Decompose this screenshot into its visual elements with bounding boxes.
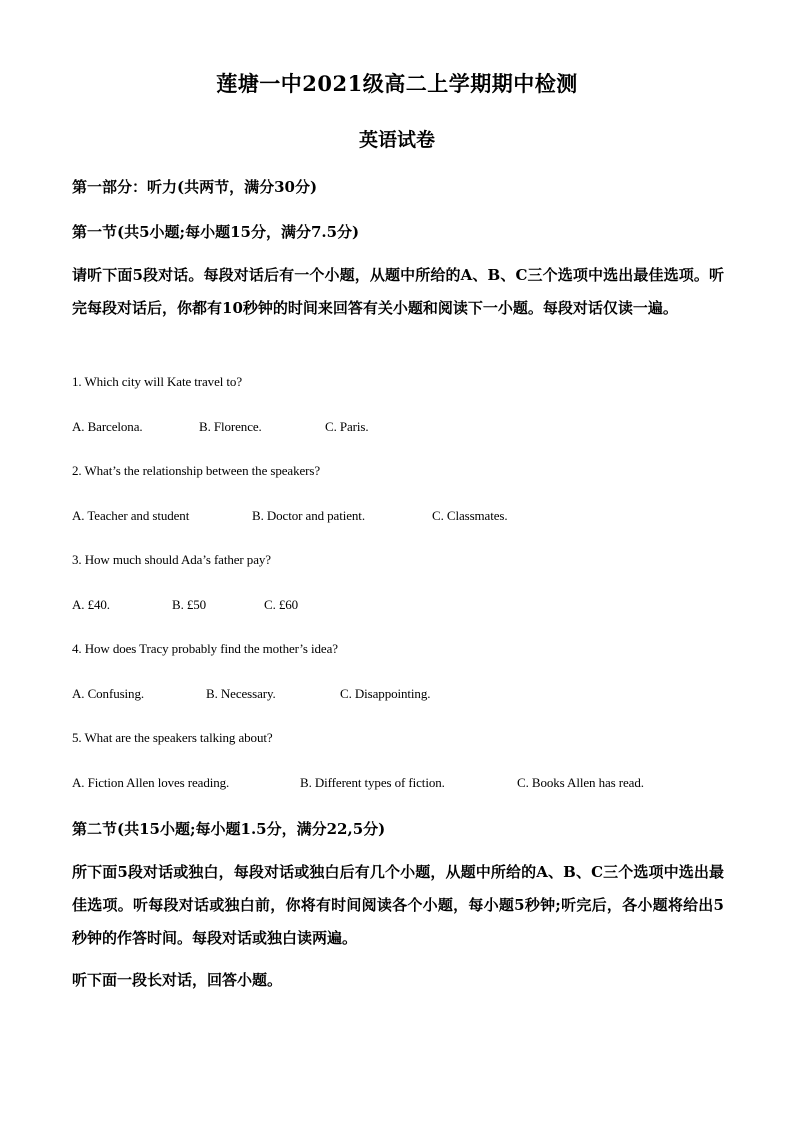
question-1-option-c: C. Paris. bbox=[325, 419, 369, 434]
exam-subtitle: 英语试卷 bbox=[358, 129, 435, 151]
question-2-stem: 2. What’s the relationship between the speakers? bbox=[72, 463, 321, 478]
question-5-option-c: C. Books Allen has read. bbox=[517, 775, 644, 790]
question-5-option-a: A. Fiction Allen loves reading. bbox=[72, 775, 230, 790]
question-3-option-a: A. £40. bbox=[72, 597, 110, 612]
section2-heading: 第二节(共15小题;每小题1.5分，满分22,5分) bbox=[72, 820, 386, 838]
part1-heading: 第一部分：听力(共两节，满分30分) bbox=[72, 178, 318, 196]
question-4-option-c: C. Disappointing. bbox=[340, 686, 431, 701]
question-4-stem: 4. How does Tracy probably find the mother’s idea? bbox=[72, 641, 338, 656]
question-5-stem: 5. What are the speakers talking about? bbox=[72, 730, 273, 745]
question-2-option-c: C. Classmates. bbox=[432, 508, 508, 523]
section2-instructions: 所下面5段对话或独白，每段对话或独白后有几个小题，从题中所给的A、B、C三个选项中选出最佳选项。听每段对话或独白前，你将有时间阅读各个小题，每小题5秒钟;听完后，各小题将给出5秒钟的作答时间。每段对话或独白读两遍。 bbox=[72, 863, 724, 947]
question-3-option-c: C. £60 bbox=[264, 597, 299, 612]
section1-instructions: 请听下面5段对话。每段对话后有一个小题，从题中所给的A、B、C三个选项中选出最佳选项。听完每段对话后，你都有10秒钟的时间来回答有关小题和阅读下一小题。每段对话仅读一遍。 bbox=[72, 266, 724, 317]
exam-title: 莲塘一中2021级高二上学期期中检测 bbox=[216, 71, 578, 96]
question-1-stem: 1. Which city will Kate travel to? bbox=[72, 374, 242, 389]
question-4-option-a: A. Confusing. bbox=[72, 686, 145, 701]
question-1-option-a: A. Barcelona. bbox=[72, 419, 143, 434]
section2-prompt: 听下面一段长对话，回答小题。 bbox=[72, 971, 283, 989]
question-1-option-b: B. Florence. bbox=[199, 419, 262, 434]
question-2-option-b: B. Doctor and patient. bbox=[252, 508, 365, 523]
question-3-stem: 3. How much should Ada’s father pay? bbox=[72, 552, 271, 567]
question-2-option-a: A. Teacher and student bbox=[72, 508, 190, 523]
question-4-option-b: B. Necessary. bbox=[206, 686, 276, 701]
question-3-option-b: B. £50 bbox=[172, 597, 207, 612]
section1-heading: 第一节(共5小题;每小题15分，满分7.5分) bbox=[72, 223, 360, 241]
question-5-option-b: B. Different types of fiction. bbox=[300, 775, 445, 790]
